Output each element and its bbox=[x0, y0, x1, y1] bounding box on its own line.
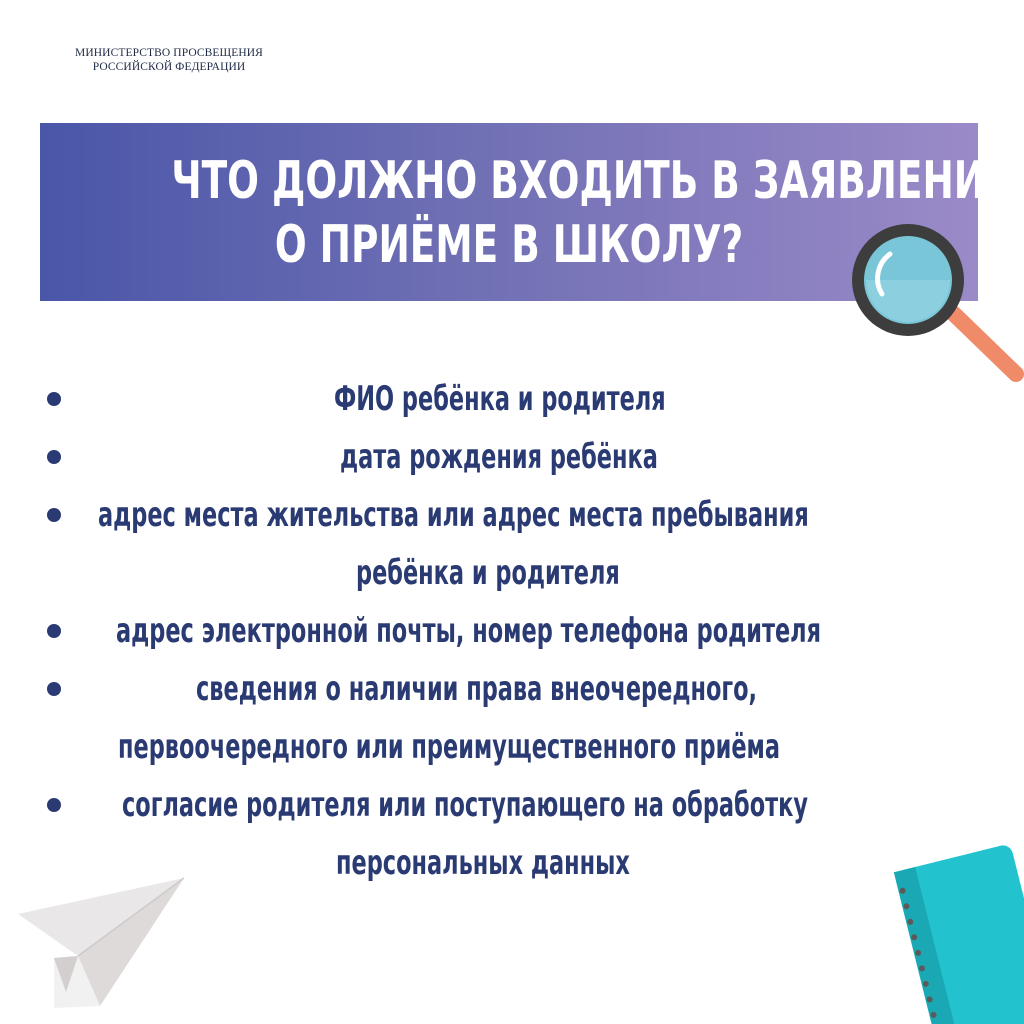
list-item bbox=[0, 660, 1024, 718]
list-item bbox=[0, 428, 1024, 486]
ministry-logo-text bbox=[44, 46, 294, 74]
notebook-icon bbox=[880, 840, 1024, 1024]
list-item-text: адрес электронной почты, номер телефона родителя bbox=[116, 611, 822, 651]
page-title bbox=[171, 149, 1011, 277]
list-item-continuation bbox=[0, 544, 1024, 602]
list-item-text: адрес места жительства или адрес места пребывания bbox=[98, 495, 809, 535]
list-item-text: согласие родителя или поступающего на обработку bbox=[122, 785, 808, 825]
bullet-icon bbox=[47, 450, 61, 464]
list-item-text: ребёнка и родителя bbox=[356, 553, 620, 593]
bullet-icon bbox=[47, 508, 61, 522]
list-item bbox=[0, 602, 1024, 660]
list-item bbox=[0, 776, 1024, 834]
list-item-text: первоочередного или преимущественного приёма bbox=[118, 727, 781, 767]
bullet-icon bbox=[47, 798, 61, 812]
list-item-text: персональных данных bbox=[336, 843, 630, 883]
list-item-text: сведения о наличии права внеочередного, bbox=[196, 669, 758, 709]
bullet-icon bbox=[47, 682, 61, 696]
list-item-continuation bbox=[0, 718, 1024, 776]
list-item bbox=[0, 370, 1024, 428]
ministry-line-2: РОССИЙСКОЙ ФЕДЕРАЦИИ bbox=[92, 61, 246, 73]
magnifier-icon bbox=[838, 222, 1024, 390]
page-title-line-1: ЧТО ДОЛЖНО ВХОДИТЬ В ЗАЯВЛЕНИЕ bbox=[171, 151, 1011, 211]
list-item-text: ФИО ребёнка и родителя bbox=[334, 379, 666, 419]
list-item bbox=[0, 486, 1024, 544]
ministry-line-1: МИНИСТЕРСТВО ПРОСВЕЩЕНИЯ bbox=[75, 47, 263, 59]
page-title-line-2: О ПРИЁМЕ В ШКОЛУ? bbox=[274, 215, 744, 275]
bullet-icon bbox=[47, 392, 61, 406]
list-item-text: дата рождения ребёнка bbox=[340, 437, 658, 477]
bullet-icon bbox=[47, 624, 61, 638]
paper-plane-icon bbox=[14, 874, 190, 1010]
